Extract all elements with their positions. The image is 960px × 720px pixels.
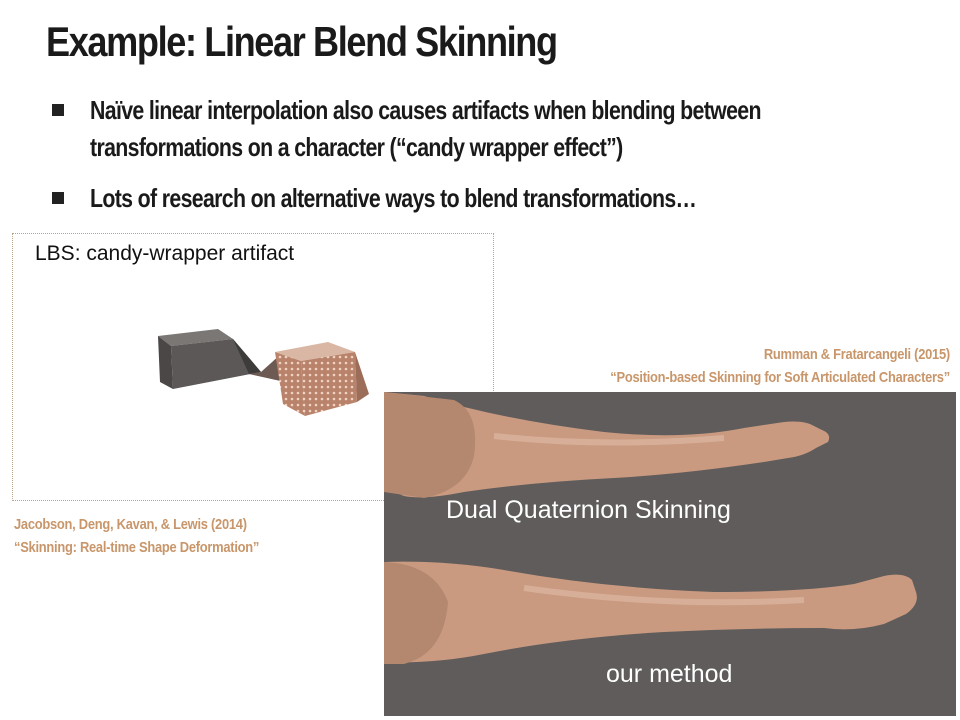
arm-citation — [555, 343, 950, 389]
arm-citation-authors: Rumman & Fratarcangeli (2015) — [763, 346, 950, 363]
bottom-arm — [384, 562, 917, 663]
lbs-caption: LBS: candy-wrapper artifact — [35, 242, 295, 265]
dual-quaternion-label: Dual Quaternion Skinning — [446, 496, 731, 524]
bullet-line: transformations on a character (“candy wrapper effect”) — [90, 132, 623, 162]
lbs-citation — [14, 513, 299, 559]
lbs-citation-authors: Jacobson, Deng, Kavan, & Lewis (2014) — [14, 516, 247, 533]
bullet-line: Lots of research on alternative ways to blend transformations… — [90, 183, 697, 213]
right-block-shade — [355, 352, 369, 402]
bullet-square-icon — [52, 104, 64, 116]
slide-title: Example: Linear Blend Skinning — [46, 18, 557, 65]
right-block-side — [301, 352, 357, 416]
arm-citation-title: “Position-based Skinning for Soft Articulated Characters” — [610, 369, 950, 386]
bullet-line: Naïve linear interpolation also causes artifacts when blending between — [90, 95, 761, 125]
arm-figure — [384, 392, 956, 716]
bullet-square-icon — [52, 192, 64, 204]
bullet-list — [50, 92, 950, 217]
lbs-citation-title: “Skinning: Real-time Shape Deformation” — [14, 539, 260, 556]
bullet-item — [50, 92, 950, 166]
bullet-item — [50, 180, 950, 217]
our-method-label: our method — [606, 660, 733, 688]
right-block-front — [275, 352, 305, 416]
